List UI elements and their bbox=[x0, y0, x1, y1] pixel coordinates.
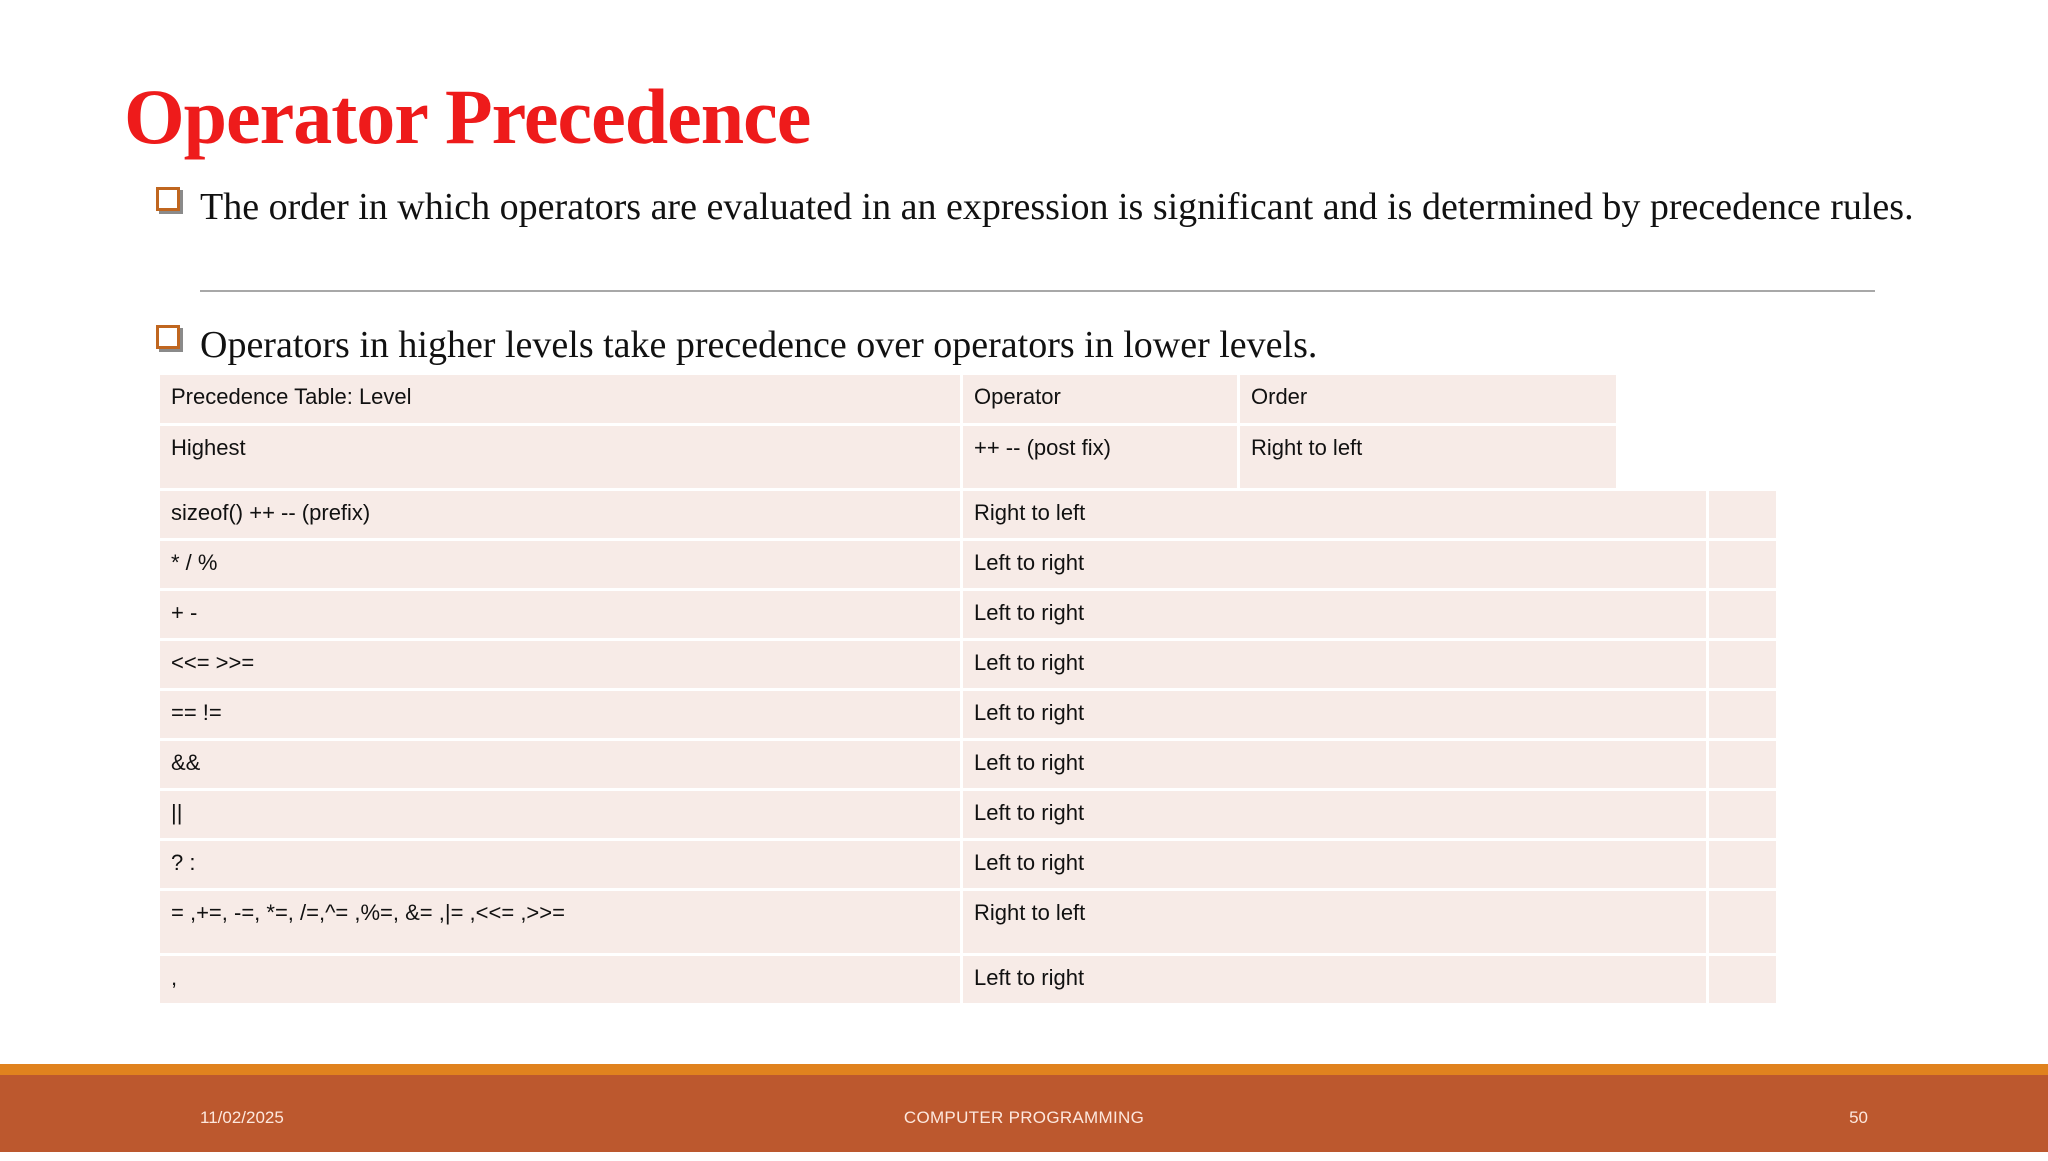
bullet-text-1: The order in which operators are evaluated in an expression is significant and is determined by precedence rules. bbox=[200, 186, 1914, 228]
bullet-text-2: Operators in higher levels take precedence over operators in lower levels. bbox=[200, 324, 1318, 366]
table-row bbox=[160, 491, 1616, 538]
table-row bbox=[160, 641, 1616, 688]
slide-title: Operator Precedence bbox=[124, 73, 811, 160]
cell-order: Left to right bbox=[963, 691, 1706, 738]
cell-order: Left to right bbox=[963, 641, 1706, 688]
cell-empty bbox=[1709, 891, 1776, 953]
cell-empty bbox=[1709, 591, 1776, 638]
table-row bbox=[160, 956, 1616, 1003]
slide-footer bbox=[0, 1075, 2048, 1152]
cell-level: ? : bbox=[160, 841, 960, 888]
cell-empty bbox=[1709, 491, 1776, 538]
cell-level: sizeof() ++ -- (prefix) bbox=[160, 491, 960, 538]
footer-accent-stripe bbox=[0, 1064, 2048, 1075]
cell-empty bbox=[1709, 791, 1776, 838]
table-row bbox=[160, 741, 1616, 788]
cell-level: Highest bbox=[160, 426, 960, 488]
table-row bbox=[160, 541, 1616, 588]
cell-order: Left to right bbox=[963, 956, 1706, 1003]
footer-date: 11/02/2025 bbox=[200, 1108, 284, 1127]
table-header-row bbox=[160, 375, 1616, 423]
header-cell-level: Precedence Table: Level bbox=[160, 375, 960, 423]
header-cell-order: Order bbox=[1240, 375, 1616, 423]
cell-empty bbox=[1709, 956, 1776, 1003]
cell-level: == != bbox=[160, 691, 960, 738]
table-row bbox=[160, 791, 1616, 838]
bullet-square-icon bbox=[156, 325, 180, 349]
cell-level: <<= >>= bbox=[160, 641, 960, 688]
cell-empty bbox=[1709, 841, 1776, 888]
cell-order: Right to left bbox=[1240, 426, 1616, 488]
cell-order: Left to right bbox=[963, 791, 1706, 838]
cell-level: && bbox=[160, 741, 960, 788]
table-row bbox=[160, 841, 1616, 888]
page-number: 50 bbox=[1849, 1108, 1868, 1127]
cell-order: Left to right bbox=[963, 841, 1706, 888]
cell-level: * / % bbox=[160, 541, 960, 588]
cell-order: Right to left bbox=[963, 891, 1706, 953]
table-row bbox=[160, 891, 1616, 953]
cell-empty bbox=[1709, 741, 1776, 788]
cell-level: , bbox=[160, 956, 960, 1003]
table-row bbox=[160, 591, 1616, 638]
cell-operator: ++ -- (post fix) bbox=[963, 426, 1237, 488]
cell-empty bbox=[1709, 641, 1776, 688]
cell-empty bbox=[1709, 541, 1776, 588]
divider-line bbox=[200, 290, 1875, 292]
footer-title: COMPUTER PROGRAMMING bbox=[903, 1108, 1145, 1127]
header-cell-operator: Operator bbox=[963, 375, 1237, 423]
cell-order: Right to left bbox=[963, 491, 1706, 538]
table-row-highest bbox=[160, 426, 1616, 488]
cell-empty bbox=[1709, 691, 1776, 738]
cell-level: || bbox=[160, 791, 960, 838]
cell-order: Left to right bbox=[963, 591, 1706, 638]
bullet-square-icon bbox=[156, 187, 180, 211]
cell-order: Left to right bbox=[963, 741, 1706, 788]
cell-order: Left to right bbox=[963, 541, 1706, 588]
table-row bbox=[160, 691, 1616, 738]
cell-level: = ,+=, -=, *=, /=,^= ,%=, &= ,|= ,<<= ,>>= bbox=[160, 891, 960, 953]
cell-level: + - bbox=[160, 591, 960, 638]
